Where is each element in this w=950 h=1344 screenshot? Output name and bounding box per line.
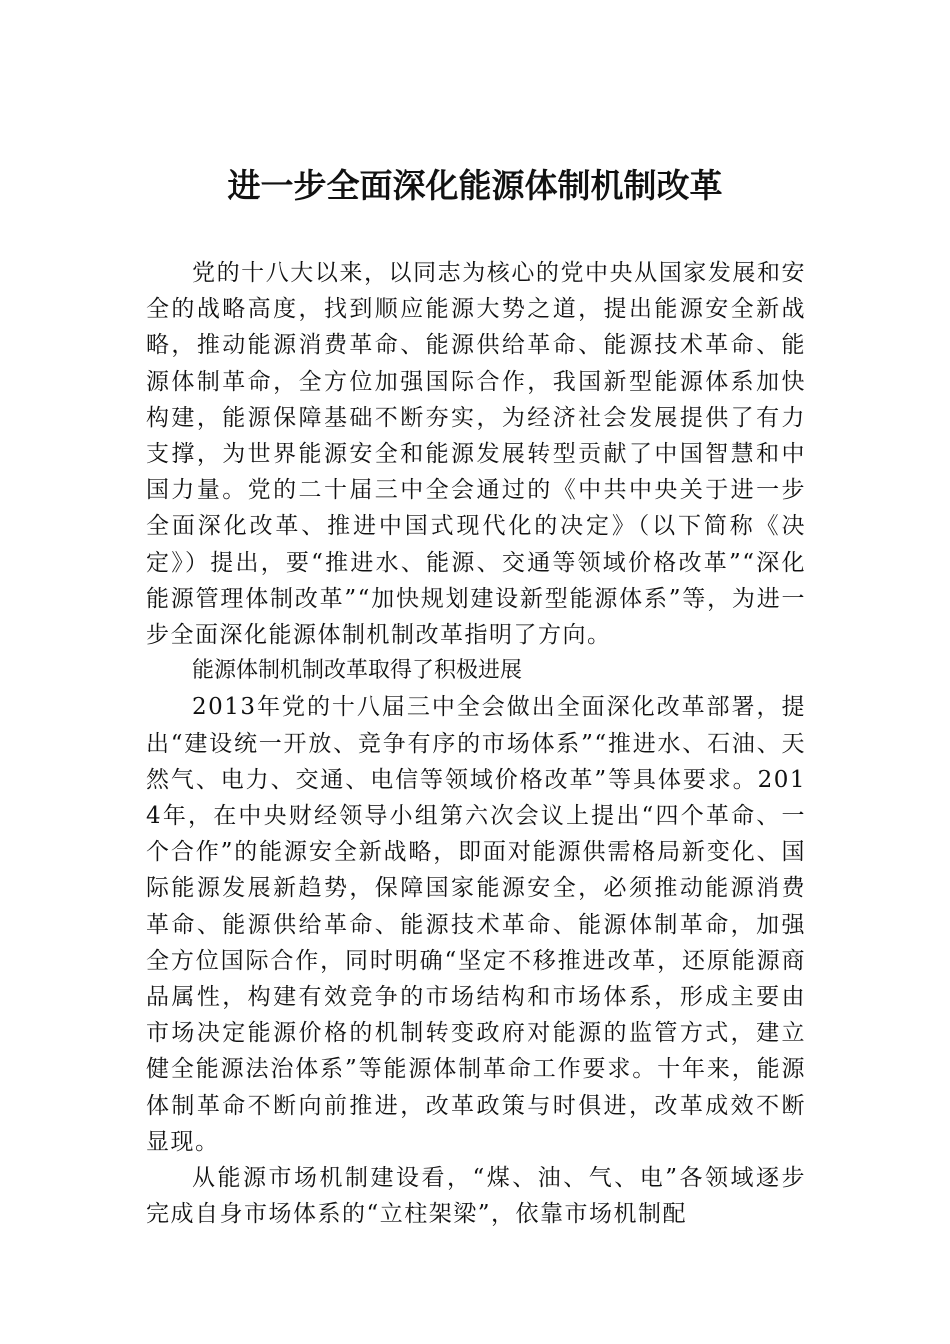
document-title: 进一步全面深化能源体制机制改革 (227, 166, 723, 205)
document-body (146, 255, 806, 1232)
paragraph-intro: 党的十八大以来，以同志为核心的党中央从国家发展和安全的战略高度，找到顺应能源大势之道，提出能源安全新战略，推动能源消费革命、能源供给革命、能源技术革命、能源体制革命，全方位加强国际合作，我国新型能源体系加快构建，能源保障基础不断夯实，为经济社会发展提供了有力支撑，为世界能源安全和能源发展转型贡献了中国智慧和中国力量。党的二十届三中全会通过的《中共中央关于进一步全面深化改革、推进中国式现代化的决定》（以下简称《决定》）提出，要“推进水、能源、交通等领域价格改革”“深化能源管理体制改革”“加快规划建设新型能源体系”等，为进一步全面深化能源体制机制改革指明了方向。 (146, 260, 806, 649)
paragraph-progress: 2013年党的十八届三中全会做出全面深化改革部署，提出“建设统一开放、竞争有序的市场体系”“推进水、石油、天然气、电力、交通、电信等领域价格改革”等具体要求。2014年，在中央财经领导小组第六次会议上提出“四个革命、一个合作”的能源安全新战略，即面对能源供需格局新变化、国际能源发展新趋势，保障国家能源安全，必须推动能源消费革命、能源供给革命、能源技术革命、能源体制革命，加强全方位国际合作，同时明确“坚定不移推进改革，还原能源商品属性，构建有效竞争的市场结构和市场体系，形成主要由市场决定能源价格的机制转变政府对能源的监管方式，建立健全能源法治体系”等能源体制革命工作要求。十年来，能源体制革命不断向前推进，改革政策与时俱进，改革成效不断显现。 (146, 694, 806, 1155)
section-heading: 能源体制机制改革取得了积极进展 (192, 658, 523, 684)
paragraph-market-mechanism: 从能源市场机制建设看，“煤、油、气、电”各领域逐步完成自身市场体系的“立柱架梁”，依靠市场机制配 (146, 1165, 806, 1228)
